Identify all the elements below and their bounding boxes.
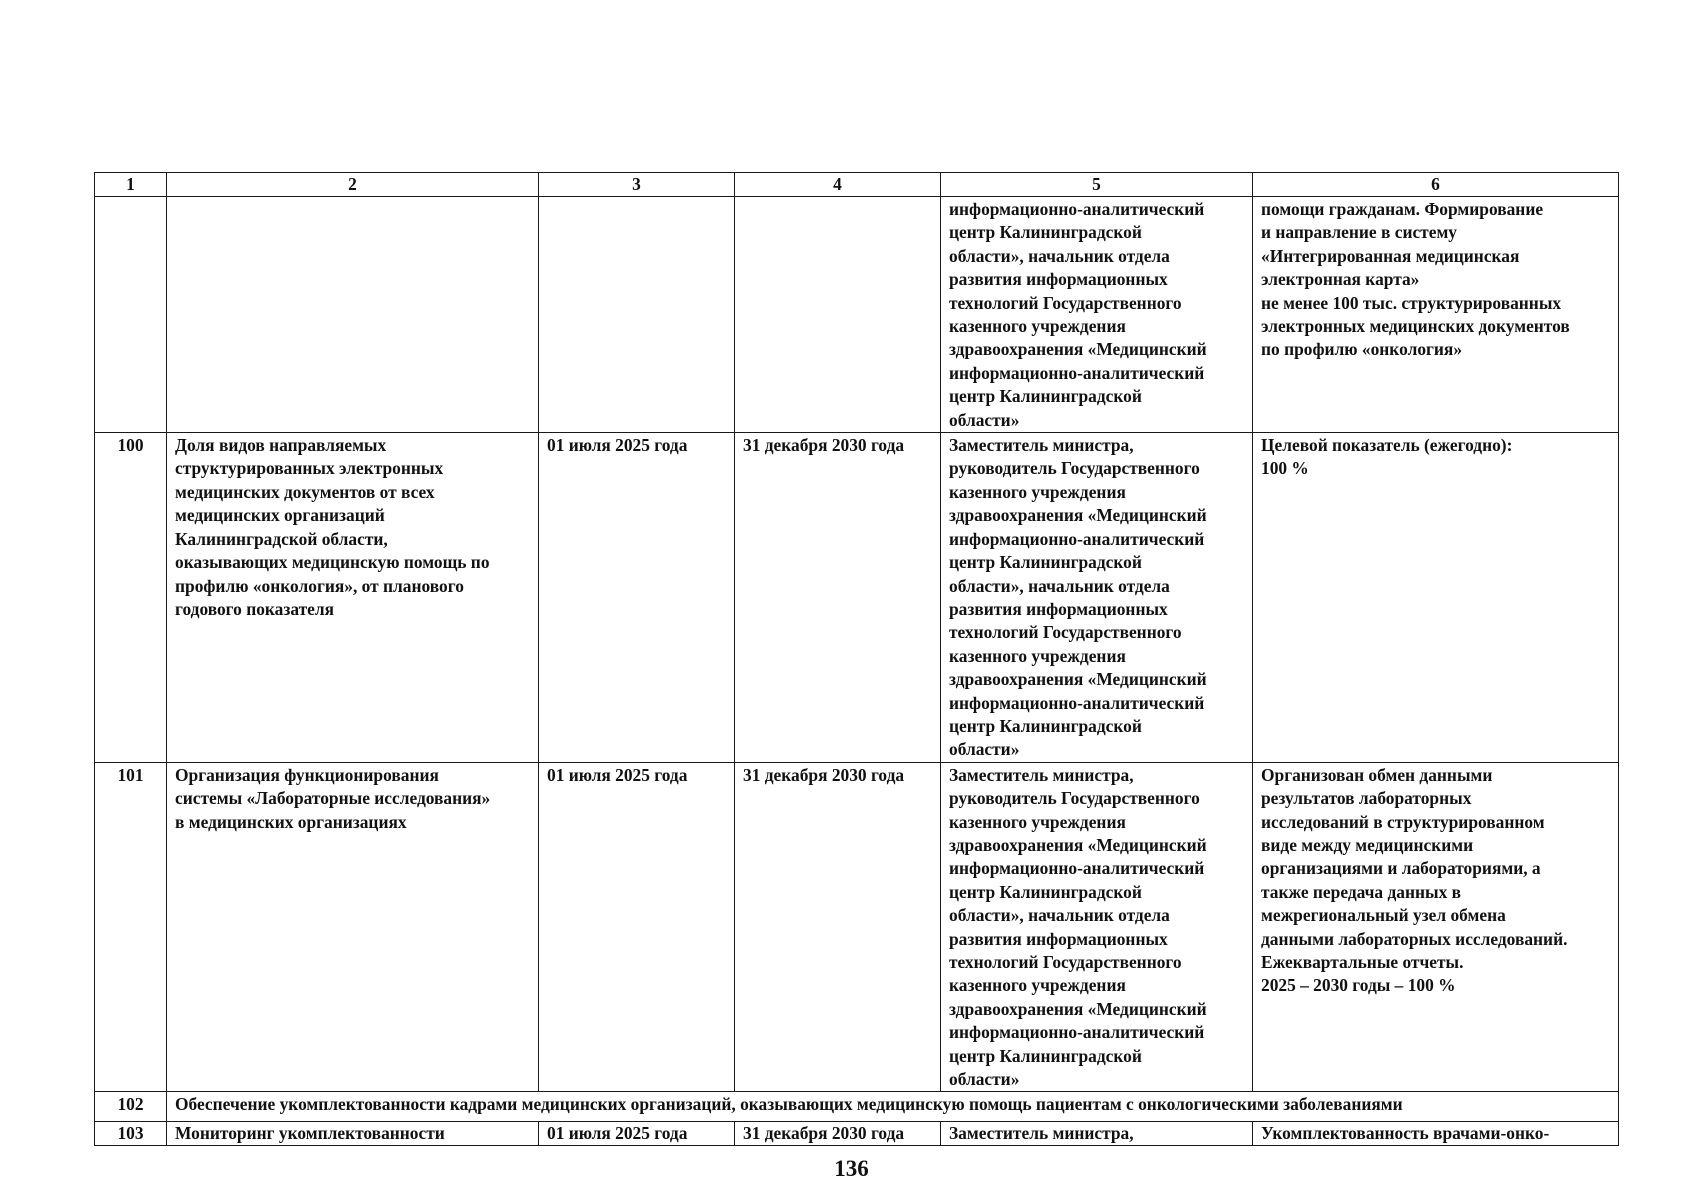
- table-row-continuation: [95, 197, 1619, 433]
- cell-responsible: [941, 433, 1253, 763]
- cell-result: Укомплектованность врачами-онко-: [1253, 1122, 1619, 1146]
- cell-row-number: 103: [95, 1122, 167, 1146]
- cell-responsible: [941, 762, 1253, 1092]
- cell-end-date: 31 декабря 2030 года: [735, 762, 941, 1092]
- table-row: [95, 762, 1619, 1092]
- header-col-1: 1: [95, 173, 167, 197]
- header-col-6: 6: [1253, 173, 1619, 197]
- measure-name-text: Организация функционирования системы «Лабораторные исследования» в медицинских организациях: [175, 764, 491, 832]
- cell-empty: [95, 197, 167, 433]
- page-number: 136: [834, 1156, 869, 1181]
- cell-section-title: Обеспечение укомплектованности кадрами медицинских организаций, оказывающих медицинскую помощь пациентам с онкологическими заболеваниями: [167, 1092, 1619, 1122]
- cell-result: [1253, 197, 1619, 433]
- header-col-4: 4: [735, 173, 941, 197]
- column-number-header-row: [95, 173, 1619, 197]
- cell-end-date: 31 декабря 2030 года: [735, 1122, 941, 1146]
- cell-row-number: 100: [95, 433, 167, 763]
- cell-empty: [539, 197, 735, 433]
- cell-result: [1253, 433, 1619, 763]
- cell-start-date: 01 июля 2025 года: [539, 433, 735, 763]
- cell-start-date: 01 июля 2025 года: [539, 1122, 735, 1146]
- cell-responsible: [941, 197, 1253, 433]
- cell-responsible: Заместитель министра,: [941, 1122, 1253, 1146]
- result-text: Целевой показатель (ежегодно): 100 %: [1261, 435, 1513, 479]
- cell-empty: [735, 197, 941, 433]
- cell-row-number: 101: [95, 762, 167, 1092]
- table-row: [95, 433, 1619, 763]
- measure-name-text: Доля видов направляемых структурированных электронных медицинских документов от всех медицинских организаций Калининградской области, оказывающих медицинскую помощь по профилю «онкология», от планового годового показателя: [175, 435, 490, 619]
- cell-measure-name: [167, 433, 539, 763]
- table-section-row: [95, 1092, 1619, 1122]
- header-col-5: 5: [941, 173, 1253, 197]
- cell-start-date: 01 июля 2025 года: [539, 762, 735, 1092]
- result-text: Организован обмен данными результатов лабораторных исследований в структурированном виде между медицинскими организациями и лабораториями, а также передача данных в межрегиональный узел обмена данными лабораторных исследований. Ежеквартальные отчеты. 2025 – 2030 годы – 100 %: [1261, 764, 1568, 996]
- table-row: [95, 1122, 1619, 1146]
- responsible-text: Заместитель министра, руководитель Государственного казенного учреждения здравоохранения «Медицинский информационно-аналитический центр Калининградской области», начальник отдела развития информационных технологий Государственного казенного учреждения здравоохранения «Медицинский информационно-аналитический центр Калининградской области»: [949, 764, 1207, 1090]
- cell-measure-name: Мониторинг укомплектованности: [167, 1122, 539, 1146]
- responsible-text: Заместитель министра, руководитель Государственного казенного учреждения здравоохранения «Медицинский информационно-аналитический центр Калининградской области», начальник отдела развития информационных технологий Государственного казенного учреждения здравоохранения «Медицинский информационно-аналитический центр Калининградской области»: [949, 435, 1207, 760]
- responsible-text: информационно-аналитический центр Калининградской области», начальник отдела развития информационных технологий Государственного казенного учреждения здравоохранения «Медицинский информационно-аналитический центр Калининградской области»: [949, 199, 1207, 430]
- cell-empty: [167, 197, 539, 433]
- cell-end-date: 31 декабря 2030 года: [735, 433, 941, 763]
- header-col-2: 2: [167, 173, 539, 197]
- result-text: помощи гражданам. Формирование и направление в систему «Интегрированная медицинская электронная карта» не менее 100 тыс. структурированных электронных медицинских документов по профилю «онкология»: [1261, 199, 1570, 360]
- cell-measure-name: [167, 762, 539, 1092]
- cell-result: [1253, 762, 1619, 1092]
- header-col-3: 3: [539, 173, 735, 197]
- cell-row-number: 102: [95, 1092, 167, 1122]
- measures-table: [94, 172, 1619, 1146]
